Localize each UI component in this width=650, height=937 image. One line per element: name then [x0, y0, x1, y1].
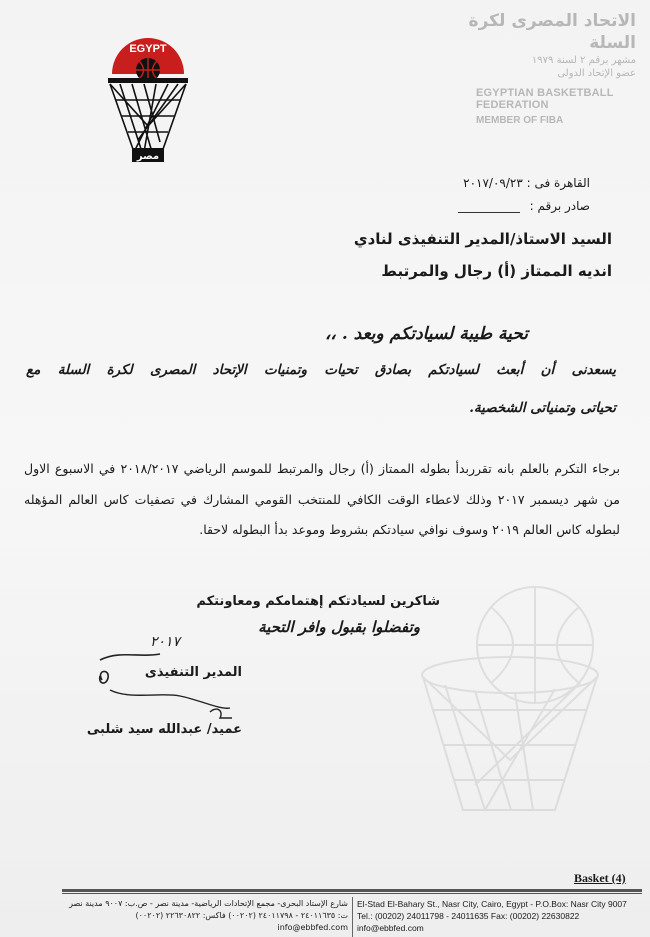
federation-name-ar: الاتحاد المصرى لكرة السلة [468, 11, 636, 53]
signature-mark: ٢٠١٧ [150, 634, 181, 650]
ref-label: صادر برقم : [529, 199, 590, 213]
recipient-line-2: انديه الممتاز (أ) رجال والمرتبط [381, 262, 612, 280]
footer-rule [62, 889, 642, 892]
footer-ar-email: info@ebbfed.com [277, 923, 348, 932]
basketball-watermark [415, 585, 605, 820]
federation-name-en: EGYPTIAN BASKETBALL FEDERATION [476, 87, 614, 111]
page-reference: Basket (4) [574, 871, 626, 885]
footer-address-en [357, 898, 647, 934]
letter-date [463, 176, 590, 190]
reference-number [458, 199, 590, 213]
handwritten-signature [90, 630, 240, 730]
federation-member-en: MEMBER OF FIBA [476, 115, 564, 126]
signatory-title: المدير التنفيذى [144, 665, 242, 680]
main-paragraph: برجاء التكرم بالعلم بانه تقرربدأ بطوله الممتاز (أ) رجال والمرتبط للموسم الرياضي ٢٠١٨/٢٠١٧ في الاسبوع الاول من شهر ديسمبر ٢٠١٧ وذلك لاعطاء الوقت الكافي للمنتخب القومي المشارك في تصفيات كاس العالم المؤهله لبطوله كاس العالم ٢٠١٩ وسوف نوافي سيادتكم بشروط وموعد بدأ البطوله لاحقا. [24, 461, 620, 537]
federation-member-ar: عضو الإتحاد الدولى [557, 68, 636, 79]
footer-ar-address: شارع الإستاد البحرى- مجمع الإتحادات الرياضية- مدينة نصر - ص.ب: ٩٠٠٧ مدينة نصر [69, 899, 348, 908]
ref-blank-line [458, 212, 520, 213]
intro-line-2: تحياتى وتمنياتى الشخصية. [469, 400, 616, 416]
footer-en-email: info@ebbfed.com [357, 923, 424, 933]
footer-ar-phone: ت: ٢٤٠١١٦٣٥ - ٢٤٠١١٧٩٨ (٠٠٢٠٢) فاكس: ٢٢٦٣٠٨٢٢ (٠٠٢٠٢) [135, 911, 348, 920]
letterhead [436, 10, 636, 126]
date-value: ٢٠١٧/٠٩/٢٣ [463, 176, 523, 190]
recipient-line-1: السيد الاستاذ/المدير التنفيذى لنادي [353, 230, 612, 248]
footer-address-ar [60, 898, 348, 934]
signatory-name: عميد/ عبدالله سيد شلبى [86, 722, 242, 737]
date-label: القاهرة فى : [526, 176, 590, 190]
footer-rule-thin [62, 893, 642, 894]
footer-en-phone: Tel.: (00202) 24011798 - 24011635 Fax: (00202) 22630822 [357, 911, 580, 921]
greeting: تحية طيبة لسيادتكم وبعد . ،، [324, 324, 528, 344]
logo-egypt-text: EGYPT [129, 43, 167, 55]
footer-en-address: El-Stad El-Bahary St., Nasr City, Cairo, Egypt - P.O.Box: Nasr City 9007 [357, 899, 627, 909]
federation-logo [104, 30, 192, 166]
logo-misr-text: مصر [136, 151, 160, 162]
federation-registration-ar: مشهر برقم ٢ لسنة ١٩٧٩ [531, 55, 636, 66]
intro-line-1: يسعدنى أن أبعث لسيادتكم بصادق تحيات وتمنيات الإتحاد المصرى لكرة السلة مع [26, 362, 616, 378]
footer-divider [352, 897, 353, 937]
closing-thanks: شاكرين لسيادتكم إهتمامكم ومعاونتكم [196, 594, 440, 609]
closing-regards: وتفضلوا بقبول وافر التحية [258, 618, 420, 636]
